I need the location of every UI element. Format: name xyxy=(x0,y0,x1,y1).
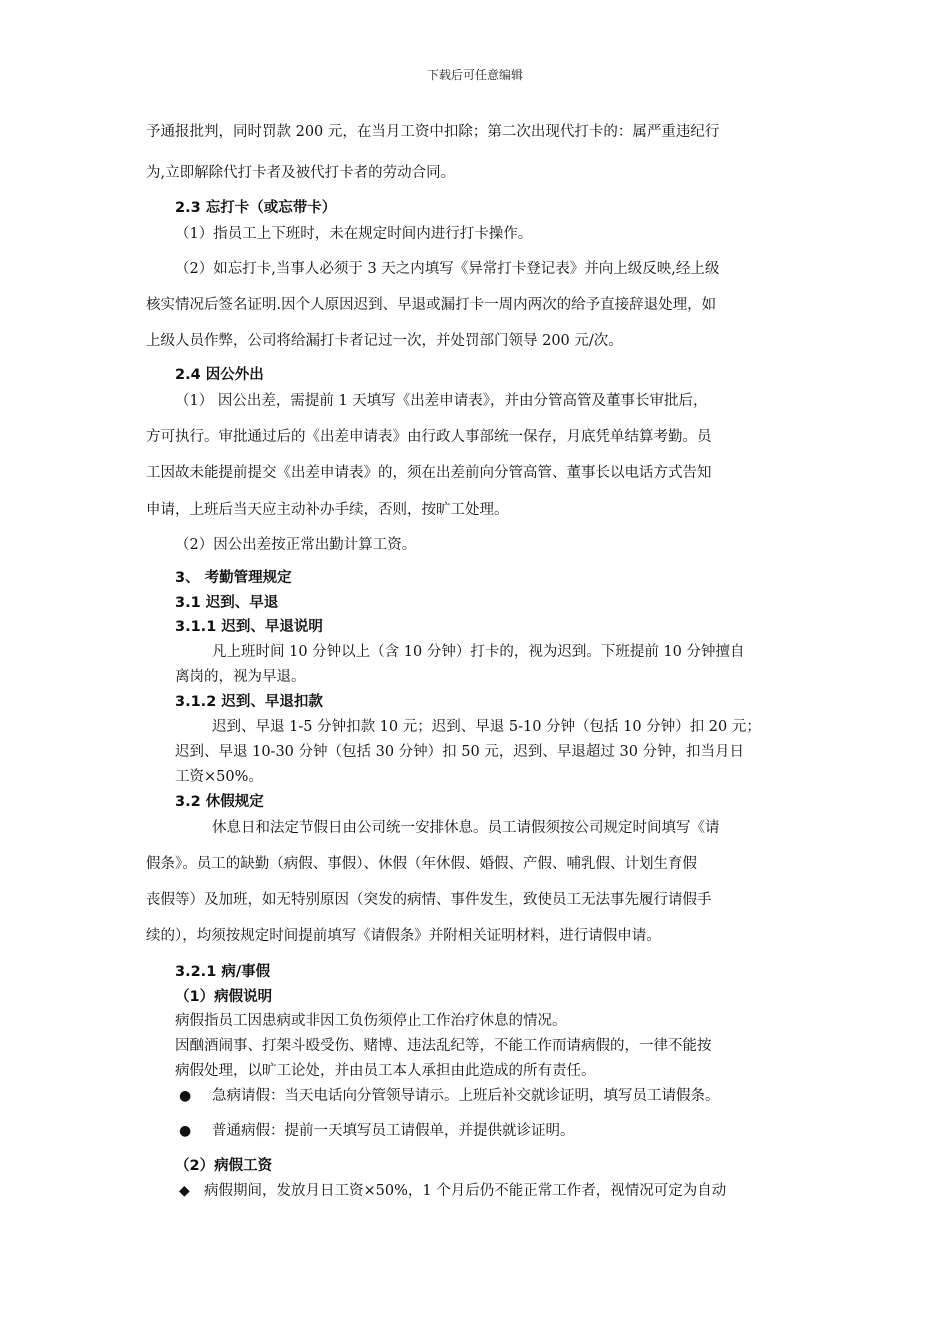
body-text-line: 上级人员作弊，公司将给漏打卡者记过一次，并处罚部门领导 200 元/次。 xyxy=(146,333,623,349)
section-heading-3: 3、 考勤管理规定 xyxy=(175,570,292,586)
section-heading-3-2: 3.2 休假规定 xyxy=(175,794,264,810)
body-text-line: 工资×50%。 xyxy=(175,769,263,785)
body-text-line: 病假处理，以旷工论处，并由员工本人承担由此造成的所有责任。 xyxy=(175,1063,596,1079)
bullet-dot-icon: ● xyxy=(179,1123,192,1139)
body-text-line: 离岗的，视为早退。 xyxy=(175,669,306,685)
body-text-line: 病假指员工因患病或非因工负伤须停止工作治疗休息的情况。 xyxy=(175,1013,567,1029)
body-text-line: 迟到、早退 10-30 分钟（包括 30 分钟）扣 50 元，迟到、早退超过 30 分钟，扣当月日 xyxy=(175,744,745,760)
body-text-line: （1）指员工上下班时，未在规定时间内进行打卡操作。 xyxy=(175,226,533,242)
section-heading-3-1: 3.1 迟到、早退 xyxy=(175,595,279,611)
body-text-line: （2）因公出差按正常出勤计算工资。 xyxy=(175,537,417,553)
body-text-line: 方可执行。审批通过后的《出差申请表》由行政人事部统一保存，月底凭单结算考勤。员 xyxy=(146,429,712,445)
list-item: 病假期间，发放月日工资×50%，1 个月后仍不能正常工作者，视情况可定为自动 xyxy=(204,1183,727,1199)
section-heading-3-1-2: 3.1.2 迟到、早退扣款 xyxy=(175,694,323,710)
body-text-line: 迟到、早退 1-5 分钟扣款 10 元；迟到、早退 5-10 分钟（包括 10 分钟）扣 20 元； xyxy=(212,719,761,735)
body-text-line: 假条》。员工的缺勤（病假、事假）、休假（年休假、婚假、产假、哺乳假、计划生育假 xyxy=(146,856,697,872)
bullet-diamond-icon: ◆ xyxy=(179,1183,190,1199)
body-text-line: 续的），均须按规定时间提前填写《请假条》并附相关证明材料，进行请假申请。 xyxy=(146,928,661,944)
section-heading-2-4: 2.4 因公外出 xyxy=(175,367,264,383)
body-text-line: 凡上班时间 10 分钟以上（含 10 分钟）打卡的，视为迟到。下班提前 10 分钟擅自 xyxy=(212,644,745,660)
subheading-sick-pay: （2）病假工资 xyxy=(175,1158,273,1174)
body-text-line: 丧假等）及加班，如无特别原因（突发的病情、事件发生，致使员工无法事先履行请假手 xyxy=(146,892,712,908)
section-heading-2-3: 2.3 忘打卡（或忘带卡） xyxy=(175,200,337,216)
body-text-line: （1） 因公出差，需提前 1 天填写《出差申请表》，并由分管高管及董事长审批后， xyxy=(175,393,708,409)
list-item: 急病请假：当天电话向分管领导请示。上班后补交就诊证明，填写员工请假条。 xyxy=(212,1088,720,1104)
body-text-line: 申请，上班后当天应主动补办手续，否则，按旷工处理。 xyxy=(146,502,509,518)
body-text-line: （2）如忘打卡,当事人必须于 3 天之内填写《异常打卡登记表》并向上级反映,经上级 xyxy=(175,261,720,277)
page-header: 下载后可任意编辑 xyxy=(426,68,523,82)
body-text-line: 核实情况后签名证明.因个人原因迟到、早退或漏打卡一周内两次的给予直接辞退处理，如 xyxy=(146,297,717,313)
body-text-line: 休息日和法定节假日由公司统一安排休息。员工请假须按公司规定时间填写《请 xyxy=(212,820,720,836)
subheading-sick-leave: （1）病假说明 xyxy=(175,989,273,1005)
body-text-line: 工因故未能提前提交《出差申请表》的，须在出差前向分管高管、董事长以电话方式告知 xyxy=(146,465,712,481)
bullet-dot-icon: ● xyxy=(179,1088,192,1104)
list-item: 普通病假：提前一天填写员工请假单，并提供就诊证明。 xyxy=(212,1123,575,1139)
section-heading-3-2-1: 3.2.1 病/事假 xyxy=(175,964,271,980)
body-text-line: 为,立即解除代打卡者及被代打卡者的劳动合同。 xyxy=(146,165,456,181)
body-text-line: 予通报批判，同时罚款 200 元，在当月工资中扣除；第二次出现代打卡的：属严重违纪行 xyxy=(146,124,720,140)
section-heading-3-1-1: 3.1.1 迟到、早退说明 xyxy=(175,619,323,635)
body-text-line: 因酗酒闹事、打架斗殴受伤、赌博、违法乱纪等，不能工作而请病假的，一律不能按 xyxy=(175,1038,712,1054)
